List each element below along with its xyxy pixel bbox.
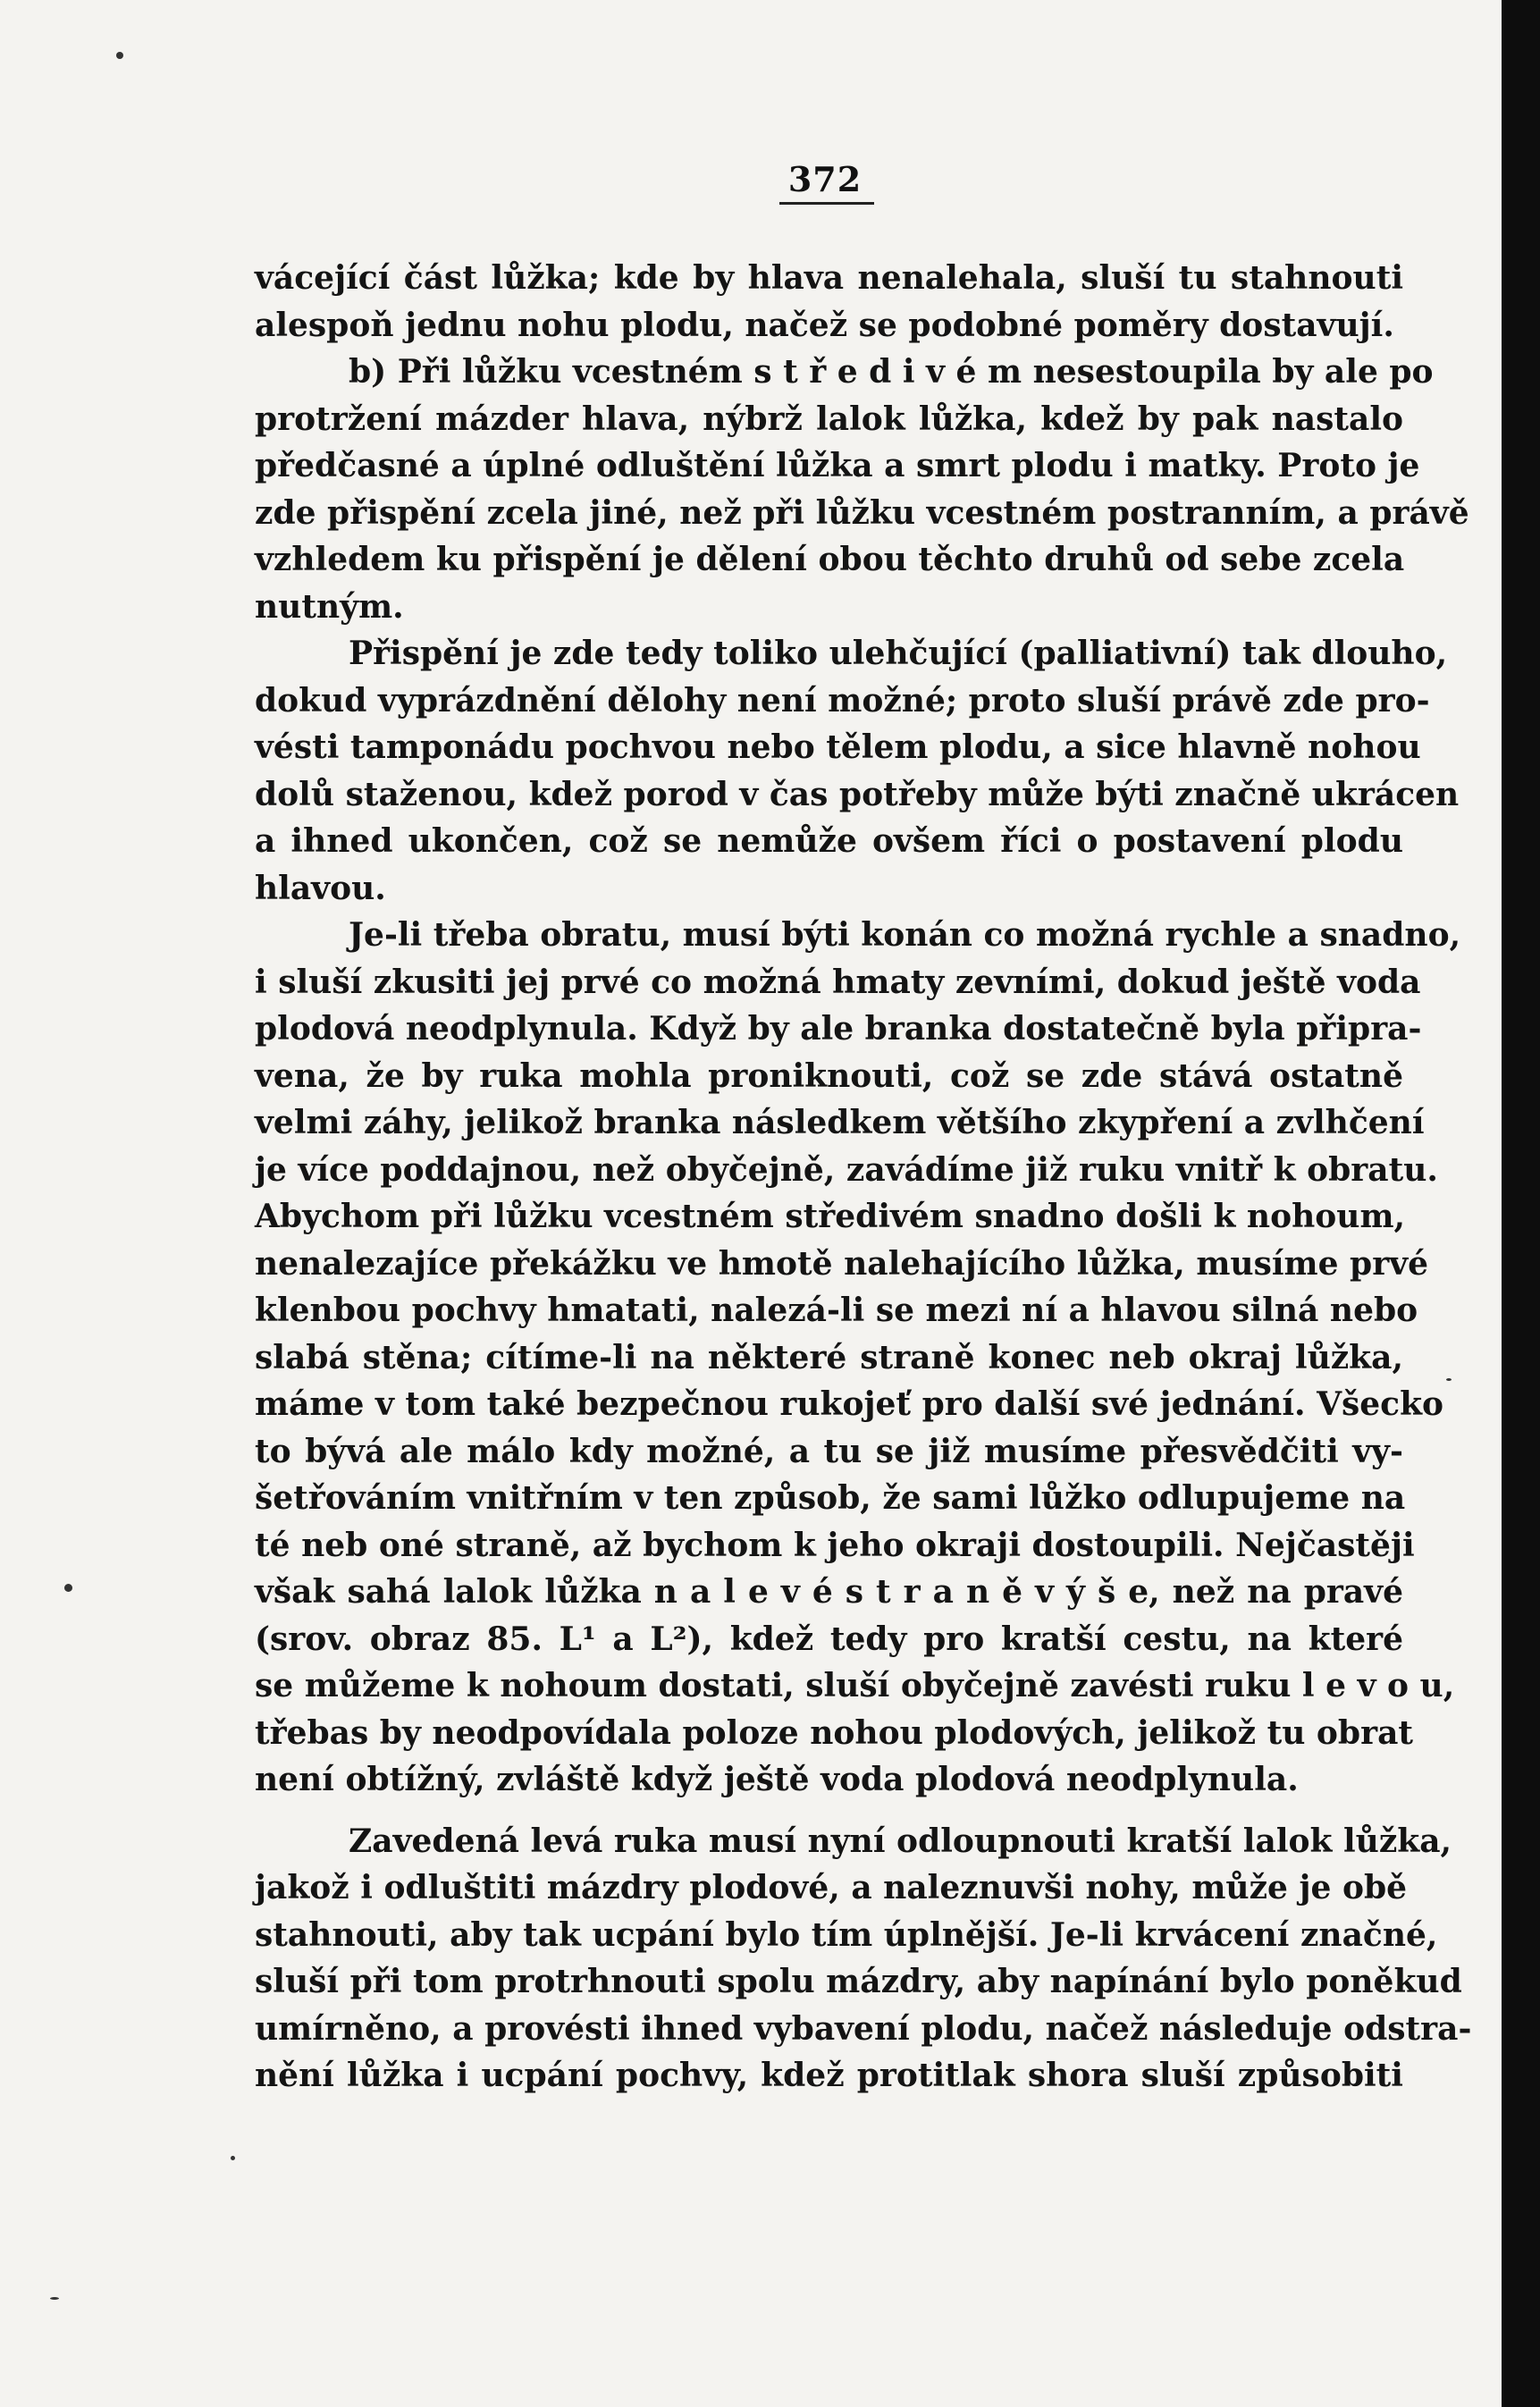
text-line: Abychom při lůžku vcestném středivém snadno došli k nohoum, xyxy=(255,1198,1406,1235)
text-line: však sahá lalok lůžka n a l e v é s t r a n ě v ý š e, než na pravé xyxy=(255,1573,1403,1611)
paragraph xyxy=(255,912,1461,1804)
paragraph xyxy=(255,255,1403,349)
text-line: vena, že by ruka mohla proniknouti, což se zde stává ostatně xyxy=(255,1056,1403,1095)
text-line: velmi záhy, jelikož branka následkem většího zkypření a zvlhčení xyxy=(255,1104,1425,1141)
text-line: se můžeme k nohoum dostati, sluší obyčejně zavésti ruku l e v o u, xyxy=(255,1667,1455,1704)
paragraph xyxy=(255,630,1460,912)
text-line: hlavou. xyxy=(255,869,386,907)
text-line: máme v tom také bezpečnou rukojeť pro další své jednání. Všecko xyxy=(255,1385,1444,1423)
scan-speck xyxy=(64,1584,72,1592)
text-line: nění lůžka i ucpání pochvy, kdež protitlak shora sluší způsobiti xyxy=(255,2057,1403,2094)
text-line: alespoň jednu nohu plodu, načež se podobné poměry dostavují. xyxy=(255,306,1394,344)
text-line: umírněno, a provésti ihned vybavení plodu, načež následuje odstra- xyxy=(255,2009,1472,2048)
text-line: nutným. xyxy=(255,587,404,626)
text-line: té neb oné straně, až bychom k jeho okraji dostoupili. Nejčastěji xyxy=(255,1526,1415,1564)
paragraph-gap xyxy=(255,1804,1403,1818)
text-line: šetřováním vnitřním v ten způsob, že sami lůžko odlupujeme na xyxy=(255,1479,1406,1517)
text-line: třebas by neodpovídala poloze nohou plodových, jelikož tu obrat xyxy=(255,1713,1414,1752)
text-line: b) Při lůžku vcestném s t ř e d i v é m nesestoupila by ale po xyxy=(349,353,1434,391)
text-line: vácející část lůžka; kde by hlava nenalehala, sluší tu stahnouti xyxy=(255,259,1403,297)
text-line: vésti tamponádu pochvou nebo tělem plodu, a sice hlavně nohou xyxy=(255,728,1421,766)
text-line: předčasné a úplné odluštění lůžka a smrt plodu i matky. Proto je xyxy=(255,447,1420,484)
text-line: dolů staženou, kdež porod v čas potřeby může býti značně ukrácen xyxy=(255,775,1460,813)
text-line: jakož i odluštiti mázdry plodové, a naleznuvši nohy, může je obě xyxy=(255,1869,1408,1906)
text-line: klenbou pochvy hmatati, nalezá-li se mezi ní a hlavou silná nebo xyxy=(255,1292,1418,1329)
text-line: Přispění je zde tedy toliko ulehčující (palliativní) tak dlouho, xyxy=(349,635,1448,672)
text-line: (srov. obraz 85. L¹ a L²), kdež tedy pro kratší cestu, na které xyxy=(255,1620,1403,1658)
scan-speck xyxy=(116,52,123,59)
text-line: to bývá ale málo kdy možné, a tu se již musíme přesvědčiti vy- xyxy=(255,1432,1403,1470)
body-text xyxy=(255,255,1472,2100)
text-line: i sluší zkusiti jej prvé co možná hmaty zevními, dokud ještě voda xyxy=(255,963,1421,1001)
text-line: a ihned ukončen, což se nemůže ovšem říci o postavení plodu xyxy=(255,822,1403,860)
text-line: stahnouti, aby tak ucpání bylo tím úplnější. Je-li krvácení značné, xyxy=(255,1915,1438,1954)
scan-speck xyxy=(1446,1378,1452,1381)
text-line: zde přispění zcela jiné, než při lůžku vcestném postranním, a právě xyxy=(255,493,1469,532)
text-line: Zavedená levá ruka musí nyní odloupnouti kratší lalok lůžka, xyxy=(349,1822,1452,1860)
text-line: nenalezajíce překážku ve hmotě nalehajícího lůžka, musíme prvé xyxy=(255,1244,1429,1283)
page-number: 372 xyxy=(787,159,863,199)
text-line: slabá stěna; cítíme-li na některé straně konec neb okraj lůžka, xyxy=(255,1338,1403,1376)
text-line: protržení mázder hlava, nýbrž lalok lůžka, kdež by pak nastalo xyxy=(255,400,1403,438)
text-line: není obtížný, zvláště když ještě voda plodová neodplynula. xyxy=(255,1761,1299,1798)
text-line: vzhledem ku přispění je dělení obou těchto druhů od sebe zcela xyxy=(255,541,1405,578)
paragraph xyxy=(255,1818,1472,2100)
paragraph xyxy=(255,349,1469,630)
text-line: plodová neodplynula. Když by ale branka dostatečně byla připra- xyxy=(255,1010,1422,1048)
text-line: sluší při tom protrhnouti spolu mázdry, aby napínání bylo poněkud xyxy=(255,1963,1462,2000)
page-number-rule xyxy=(779,202,874,205)
scan-border xyxy=(1502,0,1540,2407)
text-line: je více poddajnou, než obyčejně, zavádíme již ruku vnitř k obratu. xyxy=(255,1150,1438,1189)
scan-speck xyxy=(50,2297,59,2300)
text-line: Je-li třeba obratu, musí býti konán co možná rychle a snadno, xyxy=(349,916,1461,954)
scan-speck xyxy=(231,2156,235,2160)
text-line: dokud vyprázdnění dělohy není možné; proto sluší právě zde pro- xyxy=(255,681,1430,720)
